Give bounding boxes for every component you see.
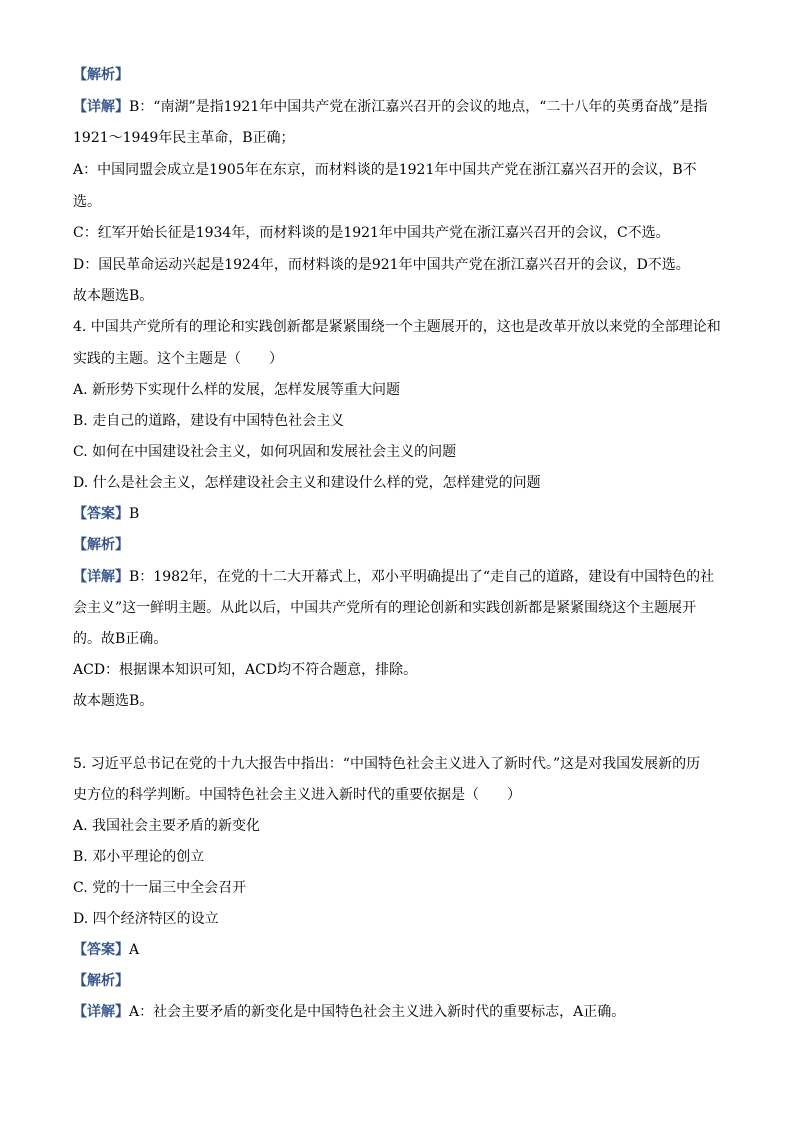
- question-5-stem-cont: 史方位的科学判断。中国特色社会主义进入新时代的重要依据是（ ）: [73, 787, 521, 803]
- detail-line: 1921～1949年民主革命，B正确；: [73, 130, 295, 146]
- question-4-answer: [73, 505, 733, 523]
- question-5-option-c: C. 党的十一届三中全会召开: [73, 880, 247, 896]
- conclusion: 故本题选B。: [73, 693, 154, 709]
- question-5-option-d: D. 四个经济特区的设立: [73, 911, 219, 927]
- analysis-heading: [73, 972, 733, 990]
- answer-label: 【答案】: [73, 942, 129, 958]
- question-5-option-a: A. 我国社会主要矛盾的新变化: [73, 818, 261, 834]
- detail-line: 会主义”这一鲜明主题。从此以后，中国共产党所有的理论创新和实践创新都是紧紧围绕这个主题展开: [73, 600, 697, 616]
- detail-label: 【详解】: [73, 569, 129, 585]
- question-5-answer: [73, 941, 733, 959]
- question-4-option-d: D. 什么是社会主义，怎样建设社会主义和建设什么样的党，怎样建党的问题: [73, 475, 541, 491]
- answer-value: A: [129, 942, 140, 958]
- analysis-heading: [73, 66, 733, 84]
- option-a-explanation: A：中国同盟会成立是1905年在东京，而材料谈的是1921年中国共产党在浙江嘉兴召开的会议，B不: [73, 162, 697, 178]
- analysis-heading: [73, 536, 733, 554]
- detail-text: B：“南湖”是指1921年中国共产党在浙江嘉兴召开的会议的地点，“二十八年的英勇奋战”是指: [129, 99, 708, 115]
- question-4-option-a: A. 新形势下实现什么样的发展，怎样发展等重大问题: [73, 382, 401, 398]
- detail-text: A：社会主要矛盾的新变化是中国特色社会主义进入新时代的重要标志，A正确。: [129, 1004, 626, 1020]
- detail-line: [73, 98, 733, 116]
- option-c-explanation: C：红军开始长征是1934年，而材料谈的是1921年中国共产党在浙江嘉兴召开的会议，C不选。: [73, 225, 670, 241]
- question-4-stem-cont: 实践的主题。这个主题是（ ）: [73, 351, 283, 367]
- answer-value: B: [129, 506, 140, 522]
- question-5-option-b: B. 邓小平理论的创立: [73, 849, 205, 865]
- option-a-explanation-cont: 选。: [73, 194, 101, 210]
- answer-label: 【答案】: [73, 506, 129, 522]
- detail-line: [73, 1003, 733, 1021]
- detail-label: 【详解】: [73, 1004, 129, 1020]
- conclusion: 故本题选B。: [73, 288, 154, 304]
- question-4-option-c: C. 如何在中国建设社会主义，如何巩固和发展社会主义的问题: [73, 444, 457, 460]
- analysis-label: 【解析】: [73, 973, 129, 989]
- detail-line: 的。故B正确。: [73, 631, 168, 647]
- detail-text: B：1982年，在党的十二大开幕式上，邓小平明确提出了“走自己的道路，建设有中国特色的社: [129, 569, 715, 585]
- detail-line: [73, 568, 733, 586]
- detail-label: 【详解】: [73, 99, 129, 115]
- question-4-option-b: B. 走自己的道路，建设有中国特色社会主义: [73, 413, 345, 429]
- question-5-stem: 5. 习近平总书记在党的十九大报告中指出：“中国特色社会主义进入了新时代。”这是对我国发展新的历: [73, 756, 701, 772]
- question-4-stem: 4. 中国共产党所有的理论和实践创新都是紧紧围绕一个主题展开的，这也是改革开放以来党的全部理论和: [73, 319, 721, 335]
- analysis-label: 【解析】: [73, 67, 129, 83]
- option-d-explanation: D：国民革命运动兴起是1924年，而材料谈的是921年中国共产党在浙江嘉兴召开的会议，D不选。: [73, 257, 690, 273]
- analysis-label: 【解析】: [73, 537, 129, 553]
- acd-explanation: ACD：根据课本知识可知，ACD均不符合题意，排除。: [73, 662, 418, 678]
